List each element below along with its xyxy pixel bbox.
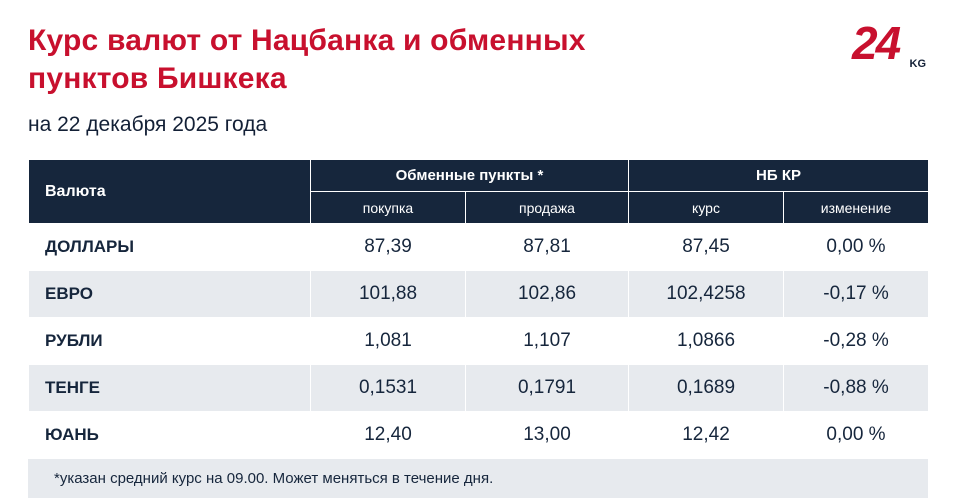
- currency-rates-table: [28, 159, 929, 459]
- row-buy: 1,081: [311, 318, 466, 365]
- header-group-exchange: Обменные пункты *: [311, 160, 629, 192]
- row-currency: РУБЛИ: [29, 318, 311, 365]
- row-currency: ЮАНЬ: [29, 412, 311, 459]
- header-sell: продажа: [466, 192, 629, 224]
- row-rate: 102,4258: [629, 271, 784, 318]
- row-sell: 87,81: [466, 224, 629, 271]
- row-change: 0,00 %: [784, 224, 929, 271]
- logo-number: 24: [852, 17, 900, 69]
- header-change: изменение: [784, 192, 929, 224]
- table-row: [29, 365, 929, 412]
- row-rate: 0,1689: [629, 365, 784, 412]
- table-row: [29, 318, 929, 365]
- row-buy: 87,39: [311, 224, 466, 271]
- row-change: -0,88 %: [784, 365, 929, 412]
- header-currency: Валюта: [29, 160, 311, 224]
- row-rate: 87,45: [629, 224, 784, 271]
- row-sell: 102,86: [466, 271, 629, 318]
- page-subtitle: на 22 декабря 2025 года: [28, 113, 268, 136]
- row-sell: 0,1791: [466, 365, 629, 412]
- table-row: [29, 271, 929, 318]
- header-group-nbkr: НБ КР: [629, 160, 929, 192]
- header-rate: курс: [629, 192, 784, 224]
- table-row: [29, 224, 929, 271]
- row-currency: ДОЛЛАРЫ: [29, 224, 311, 271]
- row-currency: ЕВРО: [29, 271, 311, 318]
- row-sell: 1,107: [466, 318, 629, 365]
- table-footnote: *указан средний курс на 09.00. Может меняться в течение дня.: [28, 459, 928, 498]
- row-rate: 12,42: [629, 412, 784, 459]
- row-buy: 12,40: [311, 412, 466, 459]
- row-sell: 13,00: [466, 412, 629, 459]
- row-buy: 101,88: [311, 271, 466, 318]
- row-change: -0,28 %: [784, 318, 929, 365]
- row-change: -0,17 %: [784, 271, 929, 318]
- logo-24kg: [852, 17, 926, 72]
- header-buy: покупка: [311, 192, 466, 224]
- row-currency: ТЕНГЕ: [29, 365, 311, 412]
- row-change: 0,00 %: [784, 412, 929, 459]
- row-rate: 1,0866: [629, 318, 784, 365]
- logo-suffix: KG: [909, 58, 926, 70]
- page-title: Курс валют от Нацбанка и обменных пунктов Бишкека: [28, 24, 586, 95]
- table-row: [29, 412, 929, 459]
- table-header-groups: [29, 160, 929, 192]
- row-buy: 0,1531: [311, 365, 466, 412]
